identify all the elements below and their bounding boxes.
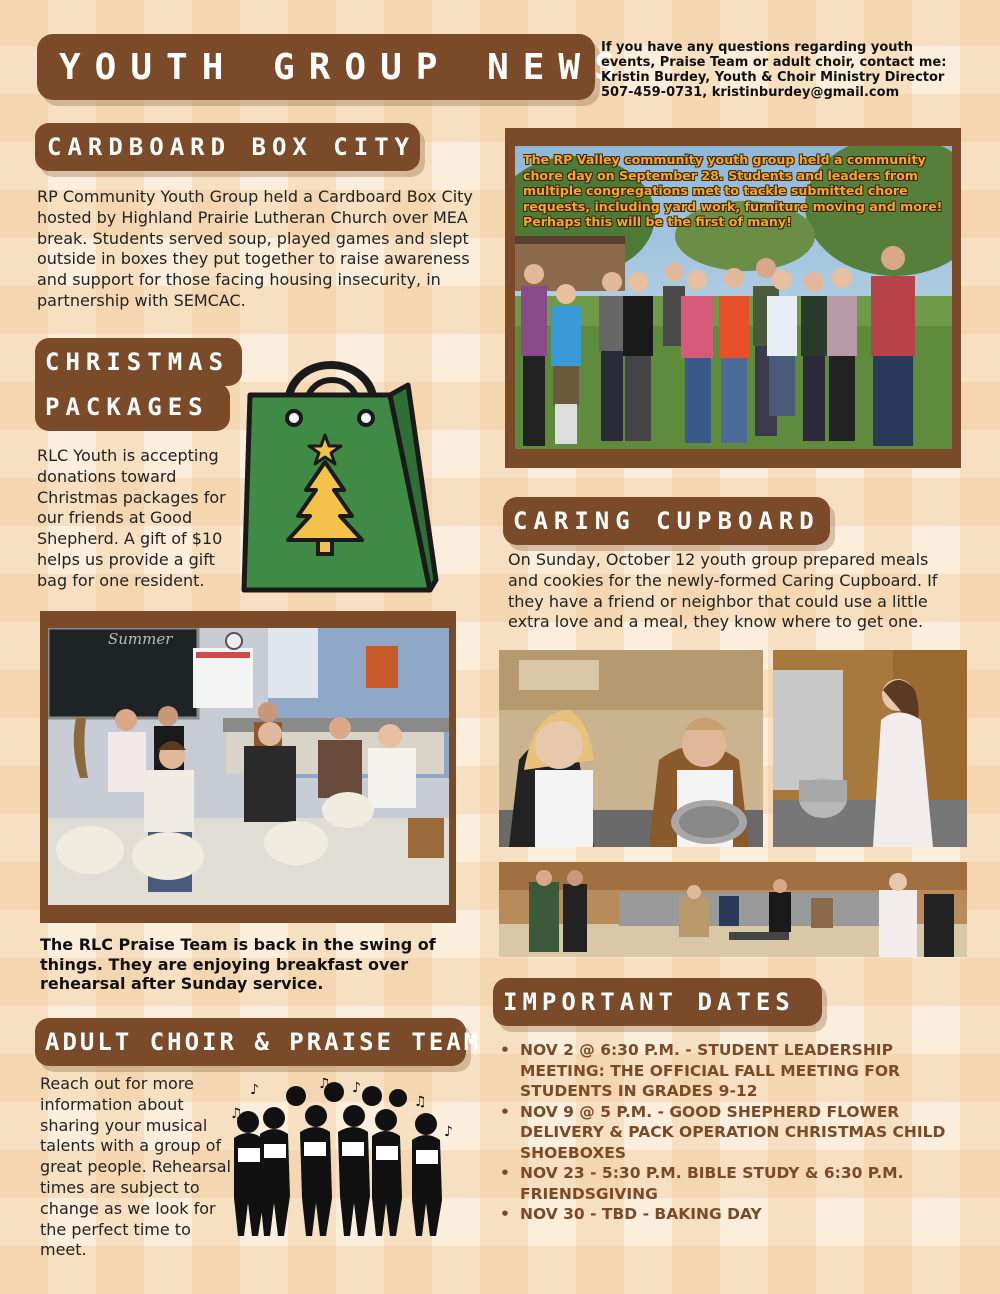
chore-overlay-text: The RP Valley community youth group held a community chore day on September 28. Students and leaders from multiple congregations met to tackle submitted chore requests, including yard work, furniture moving and more! Perhaps this will be the first of many! (523, 152, 943, 229)
masthead-banner (37, 34, 630, 100)
gift-bag-illustration (240, 340, 440, 596)
choir-heading-text: ADULT CHOIR & PRAISE TEAM (45, 1028, 482, 1056)
contact-info (601, 40, 961, 100)
svg-text:♪: ♪ (352, 1080, 361, 1096)
christmas-heading-line2 (35, 383, 230, 431)
caring-photo-strainer (499, 650, 763, 847)
choir-heading (35, 1018, 482, 1066)
contact-line: 507-459-0731, kristinburdey@gmail.com (601, 85, 900, 100)
praise-team-photo (48, 628, 449, 905)
svg-text:♫: ♫ (230, 1106, 243, 1122)
caring-heading-text: CARING CUPBOARD (513, 507, 820, 535)
choir-singers-icon (226, 1078, 462, 1238)
christmas-body: RLC Youth is accepting donations toward Christmas packages for our friends at Good Shepherd. A gift of $10 helps us provide a gift bag for one resident. (37, 446, 226, 590)
christmas-heading-line1 (35, 338, 242, 386)
date-item: • NOV 9 @ 5 P.M. - GOOD SHEPHERD FLOWER DELIVERY & PACK OPERATION CHRISTMAS CHILD SHOEBOXES (496, 1102, 946, 1164)
svg-text:♪: ♪ (250, 1082, 259, 1098)
caring-heading (503, 497, 830, 545)
page-title: YOUTH GROUP NEWS (59, 46, 630, 88)
dates-heading-text: IMPORTANT DATES (503, 988, 795, 1016)
christmas-heading-text-2: PACKAGES (45, 393, 209, 421)
praise-caption: The RLC Praise Team is back in the swing of things. They are enjoying breakfast over rehearsal after Sunday service. (40, 935, 436, 993)
chore-day-photo (515, 146, 952, 449)
caring-body: On Sunday, October 12 youth group prepared meals and cookies for the newly-formed Caring Cupboard. If they have a friend or neighbor that could use a little extra love and a meal, they know where to get one. (508, 550, 938, 632)
date-item: • NOV 30 - TBD - BAKING DAY (496, 1204, 946, 1225)
cardboard-heading-text: CARDBOARD BOX CITY (47, 133, 416, 161)
cardboard-body: RP Community Youth Group held a Cardboard Box City hosted by Highland Prairie Lutheran Church over MEA break. Students served soup, played games and slept outside in boxes they put together to raise awareness and support for those facing housing insecurity, in partnership with SEMCAC. (37, 187, 473, 310)
choir-body: Reach out for more information about sharing your musical talents with a group of great people. Rehearsal times are subject to change as we look for the perfect time to meet. (40, 1074, 231, 1260)
contact-line: events, Praise Team or adult choir, contact me: (601, 55, 947, 70)
date-item: • NOV 23 - 5:30 P.M. BIBLE STUDY & 6:30 P.M. FRIENDSGIVING (496, 1163, 946, 1204)
gift-bag-icon (240, 340, 440, 596)
svg-text:♫: ♫ (318, 1078, 331, 1092)
caring-photo-stove (773, 650, 967, 847)
contact-line: If you have any questions regarding youth (601, 40, 914, 55)
whiteboard-text: Summer (108, 630, 173, 648)
svg-text:♪: ♪ (444, 1124, 453, 1140)
chore-group-image (515, 146, 952, 449)
caring-photo-kitchen (499, 862, 967, 957)
date-item: • NOV 2 @ 6:30 P.M. - STUDENT LEADERSHIP MEETING: THE OFFICIAL FALL MEETING FOR STUDENTS IN GRADES 9-12 (496, 1040, 946, 1102)
important-dates-list (496, 1040, 946, 1225)
cardboard-heading (35, 123, 420, 171)
contact-line: Kristin Burdey, Youth & Choir Ministry Director (601, 70, 945, 85)
dates-heading (493, 978, 822, 1026)
christmas-heading-text-1: CHRISTMAS (45, 348, 230, 376)
svg-text:♫: ♫ (414, 1094, 427, 1110)
choir-silhouette-illustration (226, 1078, 462, 1238)
